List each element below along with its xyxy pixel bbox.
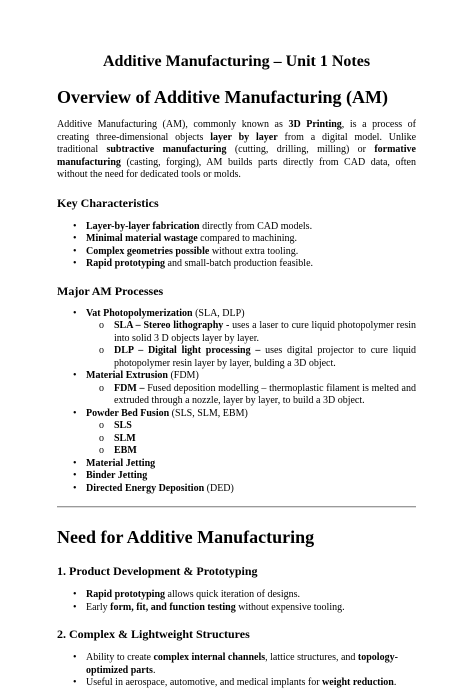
list-item: • Rapid prototyping allows quick iteration of designs. [57,589,416,602]
list-item: • Directed Energy Deposition (DED) [57,483,416,496]
vat-sublist [57,320,416,370]
sublist-item: o DLP – Digital light processing – uses digital projector to cure liquid photopolymer resin layer by layer, bulding a 3D object. [57,345,416,370]
sublist-item: o EBM [57,445,416,458]
list-item: • Layer-by-layer fabrication directly from CAD models. [57,221,416,234]
sublist-item: o FDM – Fused deposition modelling – thermoplastic filament is melted and extruded through a nozzle, layer by layer, to build a 3D object. [57,383,416,408]
list-item: • Material Extrusion (FDM) o FDM – Fused deposition modelling – thermoplastic filament is melted and extruded through a nozzle, layer by layer, to build a 3D object. [57,370,416,408]
key-characteristics-heading: Key Characteristics [57,195,159,210]
list-item: • Rapid prototyping and small-batch production feasible. [57,258,416,271]
list-item: • Ability to create complex internal channels, lattice structures, and topology-optimized parts. [57,652,416,677]
overview-paragraph: Additive Manufacturing (AM), commonly known as 3D Printing, is a process of creating three-dimensional objects layer by layer from a digital model. Unlike traditional subtractive manufacturing (cutting, drilling, milling) or formative manufacturing (casting, forging), AM builds parts directly from CAD data, often without the need for dedicated tools or molds. [57,119,417,181]
list-item: • Useful in aerospace, automotive, and medical implants for weight reduction. [57,677,416,690]
sublist-item: o SLA – Stereo lithography - uses a laser to cure liquid photopolymer resin into solid 3 D objects layer by layer. [57,320,416,345]
list-item: • Minimal material wastage compared to machining. [57,233,416,246]
major-processes-list [57,308,416,496]
list-item: • Vat Photopolymerization (SLA, DLP) o SLA – Stereo lithography - uses a laser to cure liquid photopolymer resin into solid 3 D objects layer by layer. o DLP – Digital light processing – uses digital projector to cure liquid photopolymer resin layer by layer, bulding a 3D object. [57,308,416,371]
list-item: • Binder Jetting [57,470,416,483]
list-item: • Complex geometries possible without extra tooling. [57,246,416,259]
section-2-list [57,652,416,690]
powder-sublist [57,420,416,458]
need-heading: Need for Additive Manufacturing [57,527,315,548]
section-1-list [57,589,416,614]
sublist-item: o SLM [57,433,416,446]
list-item: • Powder Bed Fusion (SLS, SLM, EBM) o SLS o SLM o EBM [57,408,416,458]
document-title: Additive Manufacturing – Unit 1 Notes [102,53,371,70]
key-characteristics-list [57,221,416,271]
horizontal-rule [57,506,416,508]
section-1-heading: 1. Product Development & Prototyping [57,564,258,579]
overview-heading: Overview of Additive Manufacturing (AM) [57,87,388,107]
major-processes-heading: Major AM Processes [57,283,164,298]
extrusion-sublist [57,383,416,408]
sublist-item: o SLS [57,420,416,433]
section-2-heading: 2. Complex & Lightweight Structures [57,627,250,642]
list-item: • Material Jetting [57,458,416,471]
list-item: • Early form, fit, and function testing without expensive tooling. [57,602,416,615]
